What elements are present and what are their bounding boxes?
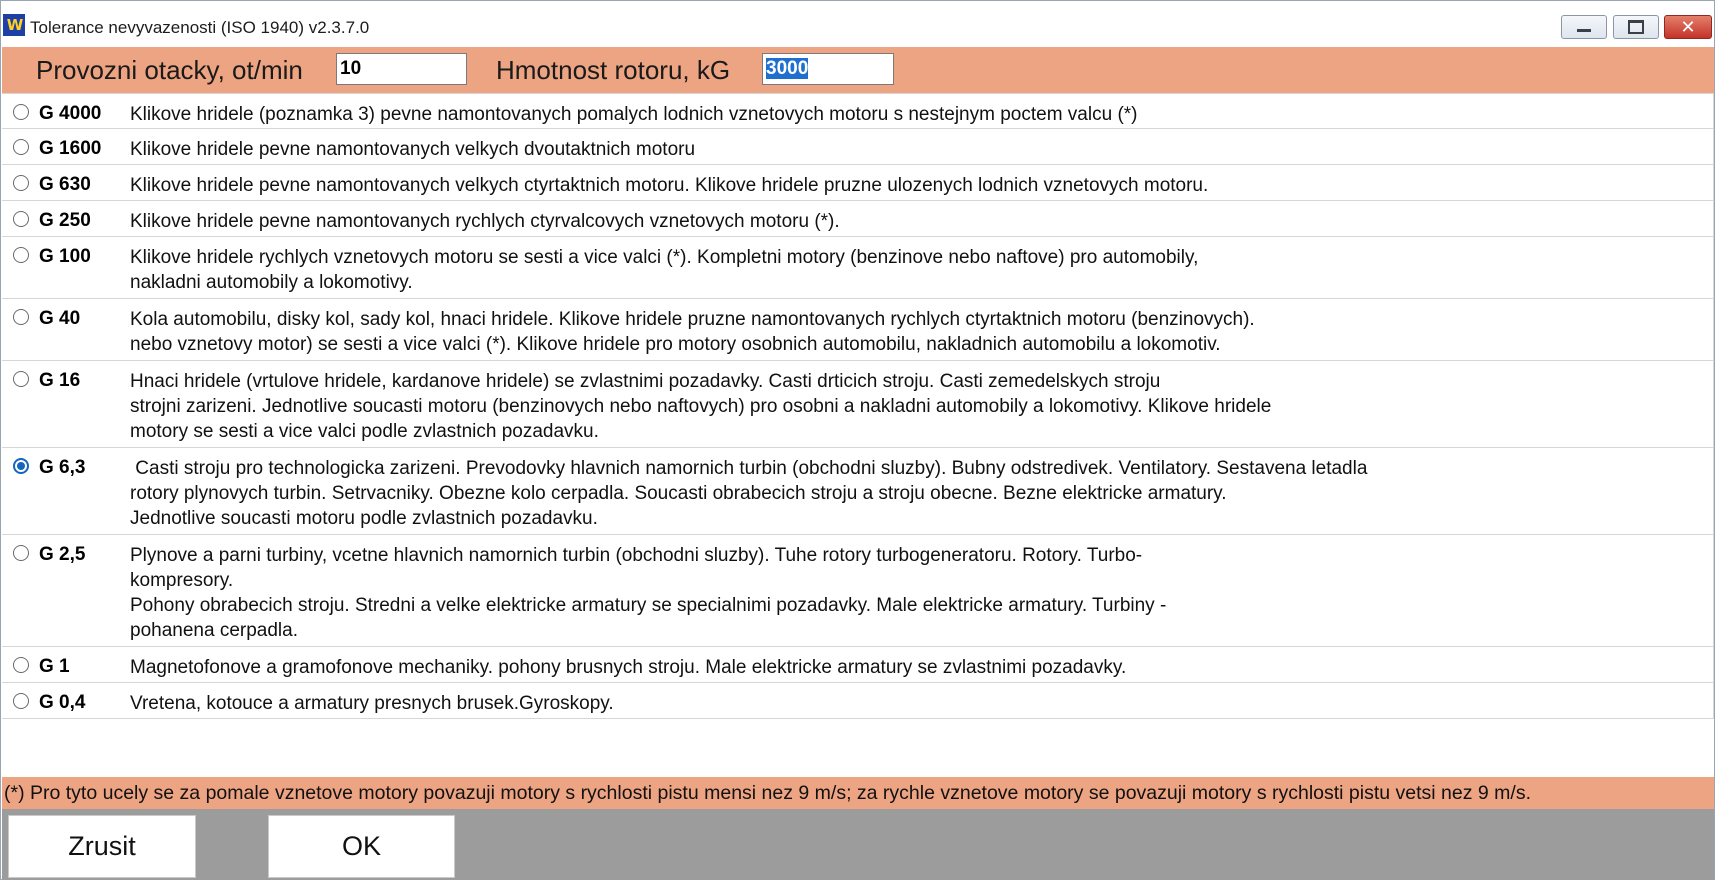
grade-code: G 4000	[39, 103, 102, 124]
grade-radio[interactable]	[13, 175, 29, 191]
grade-code: G 0,4	[39, 692, 86, 713]
grade-description: Casti stroju pro technologicka zarizeni. Prevodovky hlavnich namornich turbin (obchodni sluzby). Bubny odstredivek. Ventilatory. Sestavena letadla rotory plynovych turbin. Setrvacniky. Obezne kolo cerpadla. Soucasti obrabecich stroju a stroju obecne. Bezne elektricke armatury. Jednotlive soucasti motoru podle zvlastnich pozadavku.	[130, 458, 1368, 529]
rpm-input[interactable]	[336, 53, 467, 85]
grade-row[interactable]	[2, 201, 1714, 237]
grade-code: G 6,3	[39, 457, 86, 478]
grade-description: Magnetofonove a gramofonove mechaniky. pohony brusnych stroju. Male elektricke armatury se zvlastnimi pozadavky.	[130, 657, 1127, 678]
grade-description: Hnaci hridele (vrtulove hridele, kardanove hridele) se zvlastnimi pozadavky. Casti drticich stroju. Casti zemedelskych stroju strojni zarizeni. Jednotlive soucasti motoru (benzinovych nebo naftovych) pro osobni a nakladni automobily a lokomotivy. Klikove hridele motory se sesti a vice valci podle zvlastnich pozadavku.	[130, 371, 1272, 442]
grade-radio[interactable]	[13, 657, 29, 673]
mass-value: 3000	[766, 58, 809, 79]
grade-code: G 40	[39, 308, 81, 329]
grade-code: G 16	[39, 370, 81, 391]
grade-radio[interactable]	[13, 545, 29, 561]
button-bar	[2, 809, 1714, 880]
grade-row[interactable]	[2, 165, 1714, 201]
grade-row[interactable]	[2, 683, 1714, 719]
grade-radio[interactable]	[13, 693, 29, 709]
maximize-icon	[1628, 20, 1644, 34]
grade-code: G 2,5	[39, 544, 86, 565]
close-button[interactable]	[1664, 15, 1712, 39]
grade-row[interactable]	[2, 361, 1714, 448]
grade-description: Klikove hridele (poznamka 3) pevne namontovanych pomalych lodnich vznetovych motoru s nestejnym poctem valcu (*)	[130, 104, 1138, 125]
window-title: Tolerance nevyvazenosti (ISO 1940) v2.3.7.0	[30, 18, 370, 37]
grade-row[interactable]	[2, 535, 1714, 647]
grade-row[interactable]	[2, 93, 1714, 129]
grade-radio[interactable]	[13, 211, 29, 227]
grade-list	[2, 93, 1714, 719]
grade-radio[interactable]	[13, 371, 29, 387]
grade-radio[interactable]	[13, 309, 29, 325]
app-logo-icon: W	[3, 14, 25, 36]
ok-button[interactable]: OK	[268, 815, 455, 878]
grade-row[interactable]	[2, 237, 1714, 299]
grade-code: G 1600	[39, 138, 102, 159]
grade-row[interactable]	[2, 299, 1714, 361]
input-bar	[2, 47, 1714, 93]
grade-description: Kola automobilu, disky kol, sady kol, hnaci hridele. Klikove hridele pruzne namontovanych rychlych ctyrtaktnich motoru (benzinovych). nebo vznetovy motor) se sesti a vice valci (*). Klikove hridele pro motory osobnich automobilu, nakladnich automobilu a lokomotiv.	[130, 309, 1255, 355]
grade-code: G 100	[39, 246, 91, 267]
footnote: (*) Pro tyto ucely se za pomale vznetove motory povazuji motory s rychlosti pistu mensi nez 9 m/s; za rychle vznetove motory se povazuji motory s rychlosti pistu vetsi nez 9 m/s.	[2, 777, 1714, 809]
mass-label: Hmotnost rotoru, kG	[496, 55, 731, 85]
grade-description: Klikove hridele rychlych vznetovych motoru se sesti a vice valci (*). Kompletni motory (benzinove nebo naftove) pro automobily, nakladni automobily a lokomotivy.	[130, 247, 1199, 293]
cancel-button[interactable]: Zrusit	[8, 815, 196, 878]
minimize-button[interactable]	[1561, 15, 1607, 39]
close-icon: ✕	[1680, 16, 1696, 38]
rpm-label: Provozni otacky, ot/min	[36, 55, 303, 85]
mass-input[interactable]	[762, 53, 894, 85]
grade-row[interactable]	[2, 647, 1714, 683]
rpm-value: 10	[340, 58, 362, 79]
grade-description: Klikove hridele pevne namontovanych velkych ctyrtaktnich motoru. Klikove hridele pruzne ulozenych lodnich vznetovych motoru.	[130, 175, 1209, 196]
maximize-button[interactable]	[1613, 15, 1659, 39]
grade-row[interactable]	[2, 448, 1714, 535]
grade-description: Klikove hridele pevne namontovanych velkych dvoutaktnich motoru	[130, 139, 696, 160]
grade-code: G 630	[39, 174, 91, 195]
grade-description: Plynove a parni turbiny, vcetne hlavnich namornich turbin (obchodni sluzby). Tuhe rotory turbogeneratoru. Rotory. Turbo- kompresory. Pohony obrabecich stroju. Stredni a velke elektricke armatury se specialnimi pozadavky. Male elektricke armatury. Turbiny - pohanena cerpadla.	[130, 545, 1167, 641]
grade-radio[interactable]	[13, 104, 29, 120]
grade-radio[interactable]	[13, 458, 29, 474]
title-bar[interactable]	[1, 1, 1714, 47]
grade-radio[interactable]	[13, 247, 29, 263]
grade-row[interactable]	[2, 129, 1714, 165]
grade-description: Vretena, kotouce a armatury presnych brusek.Gyroskopy.	[130, 693, 614, 714]
grade-code: G 250	[39, 210, 91, 231]
minimize-icon	[1577, 29, 1591, 32]
grade-code: G 1	[39, 656, 70, 677]
grade-description: Klikove hridele pevne namontovanych rychlych ctyrvalcovych vznetovych motoru (*).	[130, 211, 840, 232]
grade-radio[interactable]	[13, 139, 29, 155]
